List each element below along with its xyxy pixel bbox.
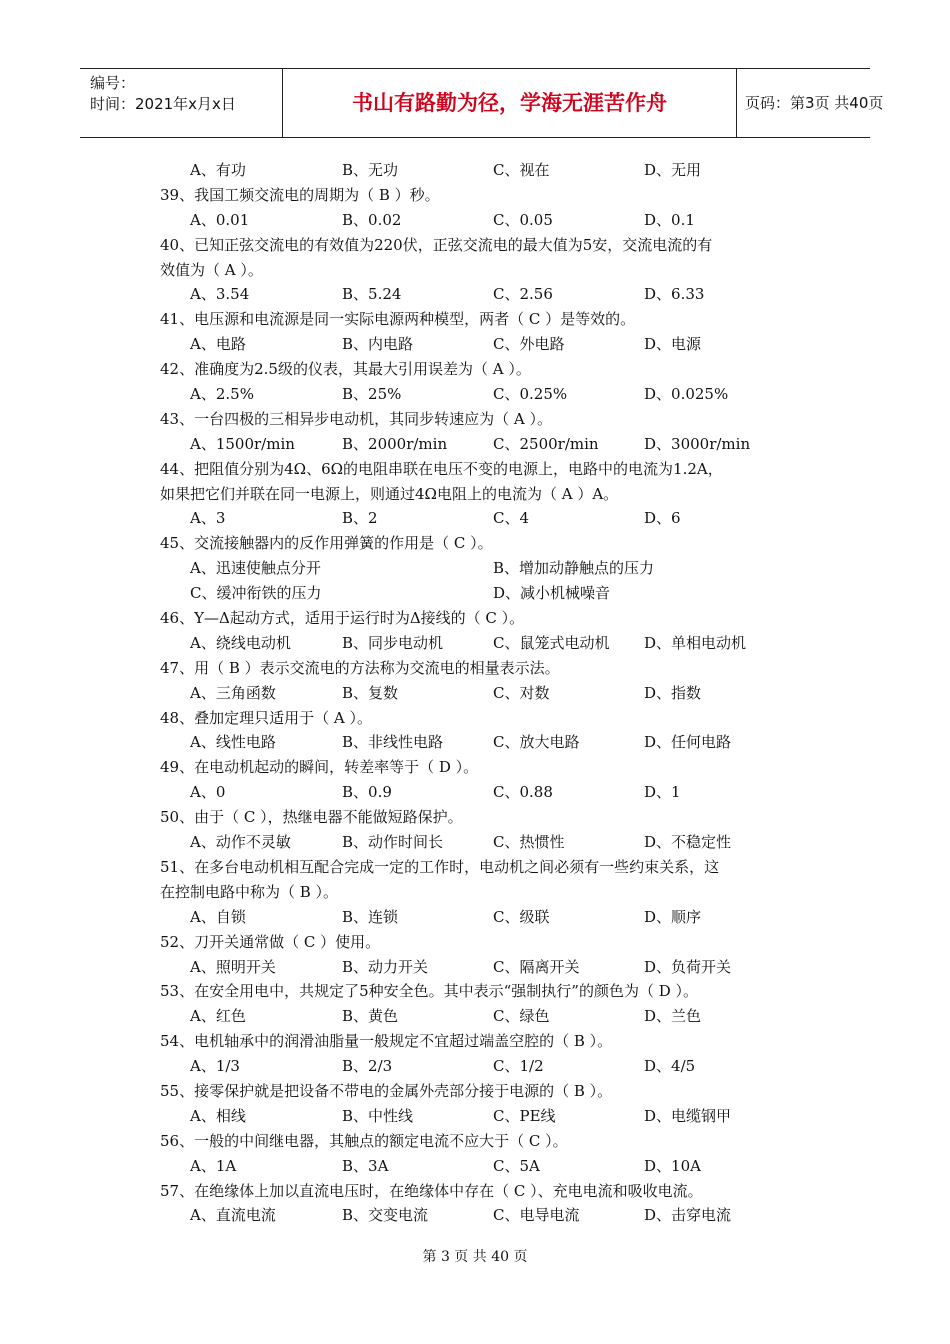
question-text: 42、准确度为2.5级的仪表，其最大引用误差为（ A ）。: [160, 360, 531, 379]
answer-option: C、缓冲衔铁的压力: [190, 584, 322, 603]
answer-option: C、级联: [493, 907, 550, 926]
answer-option: B、2/3: [342, 1057, 393, 1076]
option-row: [160, 955, 800, 980]
answer-option: A、动作不灵敏: [190, 833, 291, 852]
option-row: [160, 1104, 800, 1129]
answer-option: A、自锁: [190, 907, 246, 926]
answer-option: A、迅速使触点分开: [190, 559, 321, 578]
answer-option: D、指数: [644, 683, 702, 702]
answer-option: B、动力开关: [342, 957, 429, 976]
answer-option: D、击穿电流: [644, 1206, 732, 1225]
answer-option: A、1500r/min: [190, 434, 295, 453]
answer-option: A、0.01: [190, 210, 250, 229]
question-text: 44、把阻值分别为4Ω、6Ω的电阻串联在电压不变的电源上，电路中的电流为1.2A，: [160, 459, 723, 478]
question-text: 在控制电路中称为（ B ）。: [160, 882, 339, 901]
option-row: [160, 1004, 800, 1029]
answer-option: A、三角函数: [190, 683, 276, 702]
answer-option: A、直流电流: [190, 1206, 276, 1225]
answer-option: A、相线: [190, 1106, 246, 1125]
answer-option: B、25%: [342, 385, 402, 404]
question-text: 50、由于（ C ），热继电器不能做短路保护。: [160, 808, 463, 827]
answer-option: B、2: [342, 509, 378, 528]
answer-option: D、0.1: [644, 210, 695, 229]
answer-option: D、电缆钢甲: [644, 1106, 732, 1125]
answer-option: C、视在: [493, 161, 550, 179]
answer-option: C、2.56: [493, 285, 553, 304]
option-row: [160, 382, 800, 407]
answer-option: B、交变电流: [342, 1206, 429, 1225]
option-row: [160, 581, 800, 606]
answer-option: A、红色: [190, 1007, 246, 1026]
answer-option: B、5.24: [342, 285, 402, 304]
answer-option: A、3.54: [190, 285, 250, 304]
answer-option: B、动作时间长: [342, 833, 444, 852]
question-text: 40、已知正弦交流电的有效值为220伏，正弦交流电的最大值为5安，交流电流的有: [160, 235, 713, 254]
answer-option: B、无功: [342, 161, 399, 179]
answer-option: A、线性电路: [190, 733, 276, 752]
answer-option: B、2000r/min: [342, 434, 448, 453]
header-info: [80, 69, 282, 137]
question-text: 45、交流接触器内的反作用弹簧的作用是（ C ）。: [160, 534, 493, 553]
question-text: 57、在绝缘体上加以直流电压时，在绝缘体中存在（ C ）、充电电流和吸收电流。: [160, 1181, 703, 1200]
answer-option: B、内电路: [342, 335, 414, 354]
question-text: 52、刀开关通常做（ C ）使用。: [160, 932, 381, 951]
question-text: 43、一台四极的三相异步电动机，其同步转速应为（ A ）。: [160, 409, 552, 428]
answer-option: C、热惯性: [493, 833, 565, 852]
answer-option: C、鼠笼式电动机: [493, 633, 610, 652]
answer-option: C、放大电路: [493, 733, 580, 752]
answer-option: B、增加动静触点的压力: [493, 559, 655, 578]
question-text: 效值为（ A ）。: [160, 260, 263, 279]
option-row: [160, 332, 800, 357]
answer-option: C、5A: [493, 1156, 540, 1175]
question-list: [160, 158, 800, 1228]
answer-option: C、0.88: [493, 783, 553, 802]
question-text: 47、用（ B ）表示交流电的方法称为交流电的相量表示法。: [160, 658, 560, 677]
answer-option: A、2.5%: [190, 385, 254, 404]
question-text: 39、我国工频交流电的周期为（ B ）秒。: [160, 185, 440, 204]
question-text: 48、叠加定理只适用于（ A ）。: [160, 708, 372, 727]
option-row: [160, 282, 800, 307]
answer-option: D、减小机械噪音: [493, 584, 611, 603]
answer-option: D、6.33: [644, 285, 705, 304]
option-row: [160, 158, 800, 183]
answer-option: A、3: [190, 509, 226, 528]
answer-option: D、4/5: [644, 1057, 696, 1076]
answer-option: C、对数: [493, 683, 550, 702]
answer-option: D、无用: [644, 161, 702, 179]
answer-option: D、不稳定性: [644, 833, 732, 852]
answer-option: A、1/3: [190, 1057, 240, 1076]
answer-option: A、照明开关: [190, 957, 276, 976]
answer-option: C、0.25%: [493, 385, 568, 404]
answer-option: D、10A: [644, 1156, 701, 1175]
option-row: [160, 830, 800, 855]
number-label: 编号：: [90, 74, 136, 92]
option-row: [160, 1154, 800, 1179]
question-text: 55、接零保护就是把设备不带电的金属外壳部分接于电源的（ B ）。: [160, 1081, 613, 1100]
option-row: [160, 730, 800, 755]
answer-option: A、有功: [190, 161, 246, 179]
option-row: [160, 631, 800, 656]
question-text: 如果把它们并联在同一电源上，则通过4Ω电阻上的电流为（ A ）A。: [160, 484, 619, 503]
answer-option: B、中性线: [342, 1106, 414, 1125]
header-motto: 书山有路勤为径，学海无涯苦作舟: [282, 69, 737, 137]
time-label: 时间：2021年x月x日: [90, 95, 236, 113]
answer-option: C、隔离开关: [493, 957, 580, 976]
option-row: [160, 1203, 800, 1228]
answer-option: D、3000r/min: [644, 434, 751, 453]
option-row: [160, 780, 800, 805]
answer-option: B、0.9: [342, 783, 392, 802]
answer-option: D、任何电路: [644, 733, 732, 752]
answer-option: D、单相电动机: [644, 633, 747, 652]
answer-option: C、电导电流: [493, 1206, 580, 1225]
answer-option: C、1/2: [493, 1057, 544, 1076]
answer-option: D、0.025%: [644, 385, 729, 404]
answer-option: B、0.02: [342, 210, 402, 229]
answer-option: D、6: [644, 509, 681, 528]
answer-option: B、非线性电路: [342, 733, 444, 752]
answer-option: C、PE线: [493, 1106, 556, 1125]
question-text: 49、在电动机起动的瞬间，转差率等于（ D ）。: [160, 758, 479, 777]
answer-option: C、2500r/min: [493, 434, 599, 453]
option-row: [160, 556, 800, 581]
option-row: [160, 208, 800, 233]
answer-option: A、1A: [190, 1156, 237, 1175]
answer-option: B、连锁: [342, 907, 399, 926]
option-row: [160, 905, 800, 930]
answer-option: C、绿色: [493, 1007, 550, 1026]
answer-option: B、黄色: [342, 1007, 399, 1026]
answer-option: A、0: [190, 783, 226, 802]
answer-option: B、3A: [342, 1156, 389, 1175]
question-text: 51、在多台电动机相互配合完成一定的工作时，电动机之间必须有一些约束关系，这: [160, 857, 720, 876]
option-row: [160, 432, 800, 457]
answer-option: C、4: [493, 509, 530, 528]
answer-option: C、外电路: [493, 335, 565, 354]
answer-option: D、兰色: [644, 1007, 702, 1026]
answer-option: D、1: [644, 783, 681, 802]
question-text: 56、一般的中间继电器，其触点的额定电流不应大于（ C ）。: [160, 1131, 568, 1150]
page-header: [80, 68, 884, 138]
option-row: [160, 506, 800, 531]
answer-option: D、负荷开关: [644, 957, 732, 976]
header-page-number: 页码：第3页 共40页: [745, 94, 884, 112]
page-footer: 第 3 页 共 40 页: [422, 1249, 528, 1265]
answer-option: D、顺序: [644, 907, 702, 926]
answer-option: B、复数: [342, 683, 399, 702]
option-row: [160, 681, 800, 706]
answer-option: A、电路: [190, 335, 246, 354]
answer-option: C、0.05: [493, 210, 553, 229]
answer-option: A、绕线电动机: [190, 633, 291, 652]
question-text: 46、Y—Δ起动方式，适用于运行时为Δ接线的（ C ）。: [160, 609, 525, 628]
answer-option: B、同步电动机: [342, 633, 444, 652]
option-row: [160, 1054, 800, 1079]
question-text: 53、在安全用电中，共规定了5种安全色。其中表示“强制执行”的颜色为（ D ）。: [160, 982, 699, 1001]
answer-option: D、电源: [644, 335, 702, 354]
question-text: 54、电机轴承中的润滑油脂量一般规定不宜超过端盖空腔的（ B ）。: [160, 1032, 613, 1051]
question-text: 41、电压源和电流源是同一实际电源两种模型，两者（ C ）是等效的。: [160, 310, 636, 329]
